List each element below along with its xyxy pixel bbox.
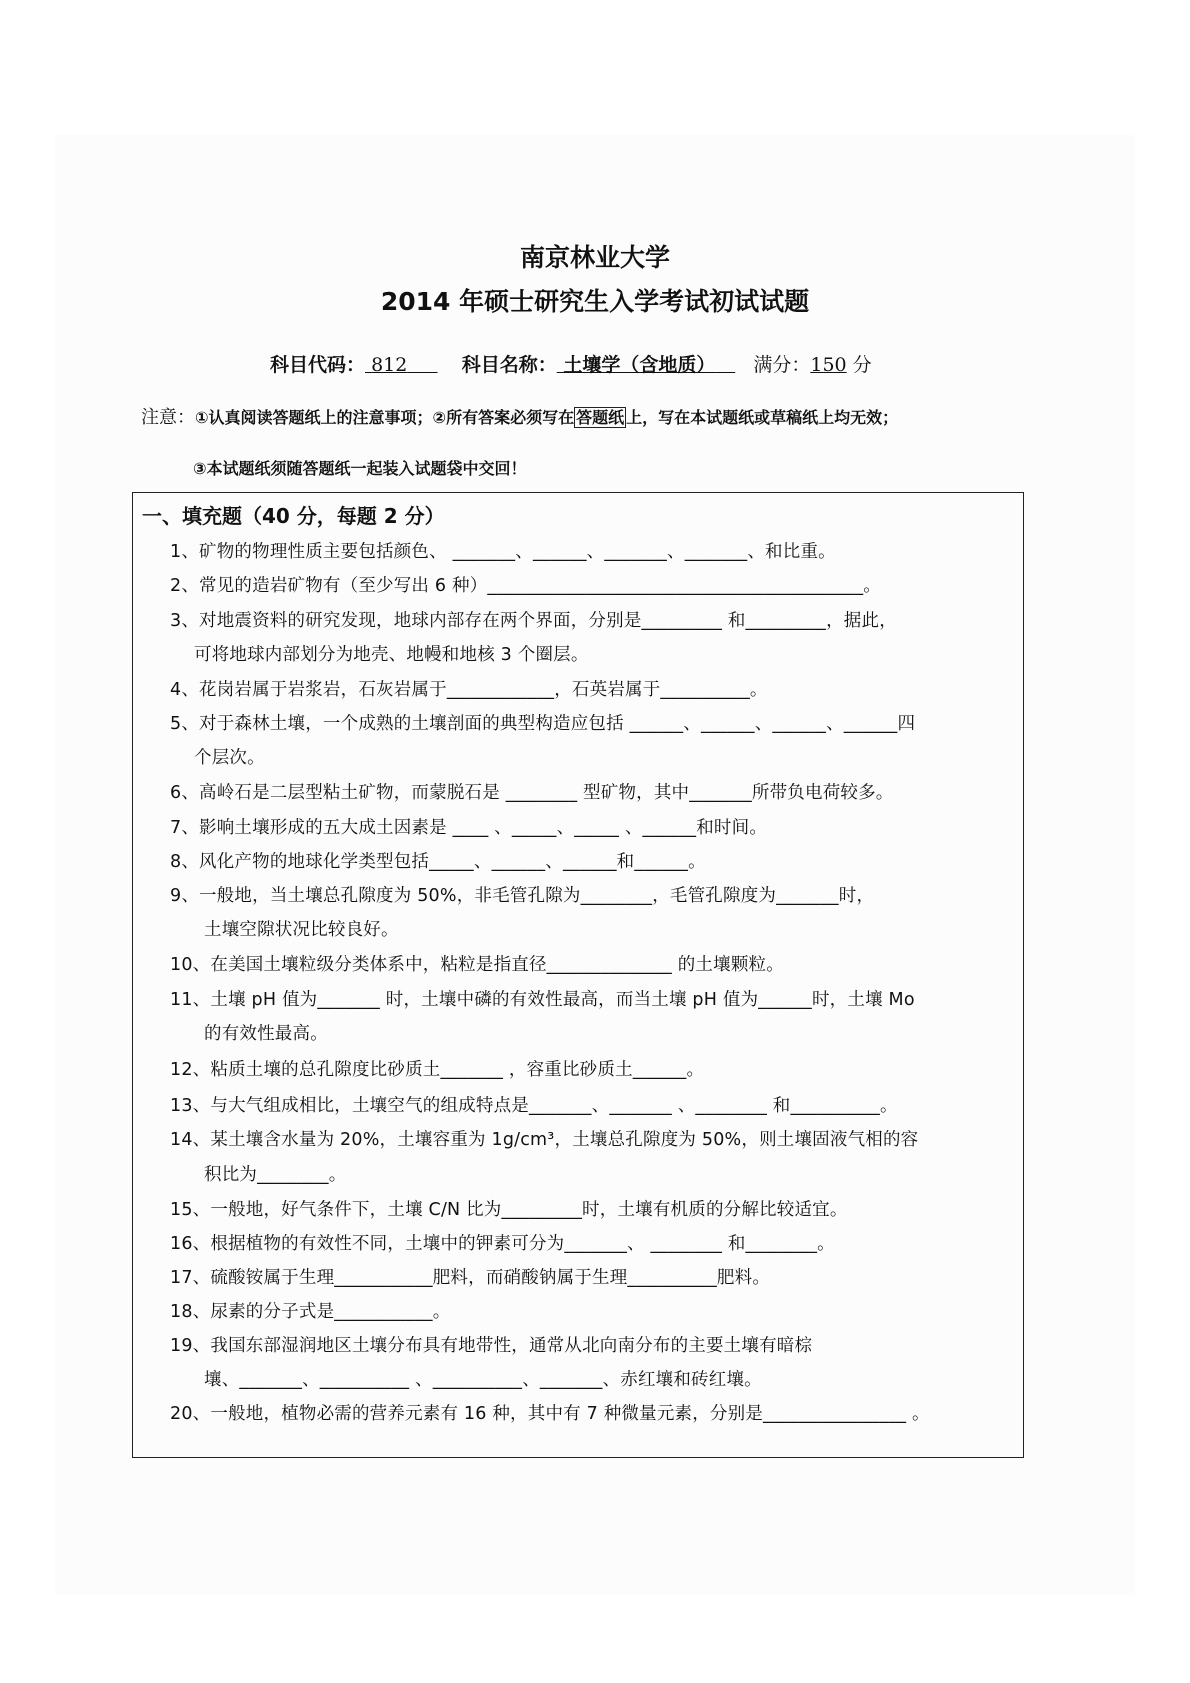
question-6: 6、高岭石是二层型粘土矿物，而蒙脱石是 ________ 型矿物，其中_______所带负电荷较多。 [170, 783, 894, 803]
question-19: 19、我国东部湿润地区土壤分布具有地带性，通常从北向南分布的主要土壤有暗棕 [170, 1336, 813, 1356]
notice-line-2: ③本试题纸须随答题纸一起装入试题袋中交回！ [193, 459, 527, 478]
question-9-cont: 土壤空隙状况比较良好。 [204, 920, 399, 940]
university-title: 南京林业大学 [519, 243, 670, 272]
answer-sheet-boxed: 答题纸 [576, 408, 625, 427]
exam-title: 2014 年硕士研究生入学考试初试试题 [380, 287, 810, 316]
question-15: 15、一般地，好气条件下，土壤 C/N 比为_________时，土壤有机质的分解比较适宜。 [170, 1200, 848, 1220]
question-14-cont: 积比为________。 [204, 1165, 347, 1185]
question-18: 18、尿素的分子式是___________。 [170, 1302, 451, 1322]
subject-code-label: 科目代码： [270, 354, 366, 376]
section-title: 一、填充题（40 分，每题 2 分） [142, 504, 445, 528]
question-11: 11、土壤 pH 值为_______ 时，土壤中磷的有效性最高，而当土壤 pH 值为______时，土壤 Mo [170, 990, 915, 1010]
question-4: 4、花岗岩属于岩浆岩，石灰岩属于____________，石英岩属于__________。 [170, 680, 768, 700]
subject-info [270, 350, 872, 377]
question-9: 9、一般地，当土壤总孔隙度为 50%，非毛管孔隙为________，毛管孔隙度为_______时， [170, 886, 875, 906]
score-unit: 分 [852, 354, 872, 376]
subject-name-value: 土壤学（含地质） [563, 354, 716, 376]
question-8: 8、风化产物的地球化学类型包括_____、______、______和______。 [170, 852, 706, 872]
question-13: 13、与大气组成相比，土壤空气的组成特点是_______、_______ 、________ 和__________。 [170, 1096, 898, 1116]
notice-line-1 [141, 403, 898, 429]
question-16: 16、根据植物的有效性不同，土壤中的钾素可分为_______、 ________ 和________。 [170, 1234, 835, 1254]
notice-item-1: ①认真阅读答题纸上的注意事项；②所有答案必须写在 [195, 408, 575, 427]
subject-name-label: 科目名称： [461, 354, 557, 376]
question-2: 2、常见的造岩矿物有（至少写出 6 种）__________________________________________。 [170, 576, 881, 596]
question-1: 1、矿物的物理性质主要包括颜色、 _______、______、_______、_______、和比重。 [170, 542, 836, 562]
question-3-cont: 可将地球内部划分为地壳、地幔和地核 3 个圈层。 [194, 645, 589, 665]
score-label: 满分： [753, 354, 811, 376]
question-17: 17、硫酸铵属于生理___________肥料，而硝酸钠属于生理__________肥料。 [170, 1268, 771, 1288]
score-value: 150 [810, 354, 847, 376]
question-3: 3、对地震资料的研究发现，地球内部存在两个界面，分别是_________ 和_________，据此， [170, 611, 897, 631]
question-12: 12、粘质土壤的总孔隙度比砂质土_______ ，容重比砂质土______。 [170, 1060, 705, 1080]
question-11-cont: 的有效性最高。 [204, 1024, 328, 1044]
question-5: 5、对于森林土壤，一个成熟的土壤剖面的典型构造应包括 ______、______、______、______四 [170, 714, 916, 734]
question-14: 14、某土壤含水量为 20%，土壤容重为 1g/cm³，土壤总孔隙度为 50%，则土壤固液气相的容 [170, 1130, 919, 1150]
question-7: 7、影响土壤形成的五大成土因素是 ____ 、_____、_____ 、______和时间。 [170, 818, 768, 838]
question-5-cont: 个层次。 [194, 748, 265, 768]
subject-code-value: 812 [371, 354, 408, 376]
notice-lead: 注意： [141, 407, 195, 428]
question-19-cont: 壤、_______、__________ 、__________、_______、赤红壤和砖红壤。 [204, 1370, 762, 1390]
notice-item-1-tail: 上，写在本试题纸或草稿纸上均无效； [626, 408, 899, 427]
question-10: 10、在美国土壤粒级分类体系中，粘粒是指直径______________ 的土壤颗粒。 [170, 955, 784, 975]
question-20: 20、一般地，植物必需的营养元素有 16 种，其中有 7 种微量元素，分别是________________ 。 [170, 1404, 930, 1424]
